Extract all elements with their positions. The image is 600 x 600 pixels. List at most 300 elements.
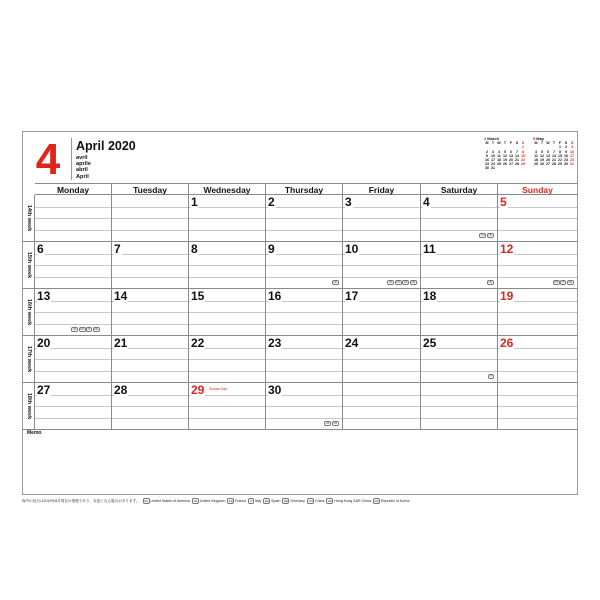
writing-line xyxy=(189,359,265,360)
mini-day: 24 xyxy=(491,162,495,167)
mini-day: 17 xyxy=(491,158,495,163)
day-number: 14 xyxy=(114,289,128,303)
writing-line xyxy=(266,371,342,372)
day-number: 24 xyxy=(345,336,359,350)
writing-line xyxy=(112,254,188,255)
legend-country-name: Spain xyxy=(271,499,281,503)
country-badge: ES xyxy=(404,280,408,284)
mini-day: 31 xyxy=(491,166,495,171)
mini-day: 14 xyxy=(552,153,556,158)
writing-line xyxy=(266,406,342,407)
country-badge: DE xyxy=(411,280,416,284)
mini-month-name: May xyxy=(536,136,545,141)
legend-code-badge: FR xyxy=(229,499,233,503)
writing-line xyxy=(343,277,420,278)
legend-country-name: Hong Kong SAR China xyxy=(334,499,372,503)
country-badge: FR xyxy=(554,280,559,284)
mini-day: 15 xyxy=(521,153,525,158)
mini-day: 28 xyxy=(552,162,556,167)
mini-day: 18 xyxy=(497,158,501,163)
day-number: 13 xyxy=(37,289,51,303)
writing-line xyxy=(112,371,188,372)
writing-line xyxy=(189,418,265,419)
calendar-header xyxy=(23,132,577,183)
mini-day: 4 xyxy=(498,149,500,154)
mini-month-number: 5 xyxy=(533,136,536,141)
week-number-text: 18th week xyxy=(25,392,32,420)
writing-line xyxy=(112,218,188,219)
mini-day: 27 xyxy=(546,162,550,167)
writing-line xyxy=(343,406,420,407)
day-number: 2 xyxy=(268,195,275,209)
week-number-text: 15th week xyxy=(25,251,32,279)
writing-line xyxy=(421,230,497,231)
mini-weekday: T xyxy=(491,141,495,146)
mini-calendar-march xyxy=(484,137,528,171)
day-cell[interactable] xyxy=(112,289,189,335)
mini-month-name: March xyxy=(487,136,500,141)
mini-day: 6 xyxy=(510,149,512,154)
calendar-sheet xyxy=(22,131,578,495)
legend-country-name: China xyxy=(315,499,325,503)
mini-day: 12 xyxy=(540,153,544,158)
writing-line xyxy=(35,207,111,208)
country-badge: DE xyxy=(568,280,573,284)
holiday-country-badges xyxy=(487,280,494,286)
writing-line xyxy=(112,312,188,313)
day-cell[interactable] xyxy=(35,336,112,382)
mini-day: 29 xyxy=(521,162,525,167)
country-badge: IT xyxy=(562,280,565,284)
day-number: 25 xyxy=(423,336,437,350)
memo-area[interactable] xyxy=(23,427,577,494)
holiday-legend-footer xyxy=(22,496,582,506)
writing-line xyxy=(498,359,577,360)
mini-day: 22 xyxy=(521,158,525,163)
day-number: 8 xyxy=(191,242,198,256)
mini-day: 21 xyxy=(515,158,519,163)
day-cell[interactable] xyxy=(343,383,421,429)
translation-es: abril xyxy=(76,167,88,174)
writing-line xyxy=(421,324,497,325)
writing-line xyxy=(498,406,577,407)
mini-day: 5 xyxy=(541,149,543,154)
day-cell[interactable] xyxy=(421,242,498,288)
legend-country-name: Republic of Korea xyxy=(380,499,410,503)
mini-weekday: S xyxy=(570,141,574,146)
week-row xyxy=(23,242,577,289)
writing-line xyxy=(35,277,111,278)
mini-day: 26 xyxy=(503,162,507,167)
mini-weekday: F xyxy=(558,141,562,146)
week-number-text: 17th week xyxy=(25,345,32,373)
mini-day: 31 xyxy=(570,162,574,167)
day-cell[interactable] xyxy=(343,289,421,335)
day-number: 5 xyxy=(500,195,507,209)
mini-day: 13 xyxy=(546,153,550,158)
writing-line xyxy=(35,312,111,313)
writing-line xyxy=(35,418,111,419)
mini-weekday: M xyxy=(534,141,538,146)
writing-line xyxy=(343,359,420,360)
day-number: 21 xyxy=(114,336,128,350)
country-badge: FR xyxy=(396,280,400,284)
day-cell[interactable] xyxy=(189,195,266,241)
mini-day: 21 xyxy=(552,158,556,163)
day-number: 28 xyxy=(114,383,128,397)
day-number: 30 xyxy=(268,383,282,397)
writing-line xyxy=(421,207,497,208)
writing-line xyxy=(498,324,577,325)
legend-code-badge: ES xyxy=(265,499,269,503)
mini-day: 12 xyxy=(503,153,507,158)
weekday-header-friday: Friday xyxy=(343,183,421,195)
day-cell[interactable] xyxy=(35,195,112,241)
day-cell[interactable] xyxy=(421,383,498,429)
translation-it: aprile xyxy=(76,161,91,168)
week-number-label xyxy=(23,195,35,241)
weekday-header-wednesday: Wednesday xyxy=(189,183,266,195)
writing-line xyxy=(189,277,265,278)
mini-day: 30 xyxy=(485,166,489,171)
day-cell[interactable] xyxy=(266,336,343,382)
mini-day: 2 xyxy=(565,145,567,150)
country-badge: IT xyxy=(489,374,493,378)
weekday-header-monday: Monday xyxy=(35,183,112,195)
day-cell[interactable] xyxy=(343,336,421,382)
day-number: 29 xyxy=(191,383,205,397)
country-badge: KR xyxy=(333,421,338,425)
day-number: 15 xyxy=(191,289,205,303)
country-badge: HK xyxy=(333,280,338,284)
writing-line xyxy=(498,218,577,219)
writing-line xyxy=(189,207,265,208)
mini-day: 23 xyxy=(485,162,489,167)
legend-country-name: United States of America xyxy=(150,499,190,503)
legend-country-name: Germany xyxy=(290,499,305,503)
day-number: 6 xyxy=(37,242,44,256)
week-number-label xyxy=(23,242,35,288)
holiday-country-badges xyxy=(479,233,494,239)
mini-day: 25 xyxy=(534,162,538,167)
day-cell[interactable] xyxy=(189,336,266,382)
day-cell[interactable] xyxy=(343,242,421,288)
writing-line xyxy=(421,406,497,407)
day-number: 9 xyxy=(268,242,275,256)
day-number: 18 xyxy=(423,289,437,303)
legend-country-name: France xyxy=(235,499,247,503)
mini-weekday: T xyxy=(503,141,507,146)
day-cell[interactable] xyxy=(112,195,189,241)
day-number: 16 xyxy=(268,289,282,303)
memo-label: Memo xyxy=(27,430,42,436)
day-cell[interactable] xyxy=(112,336,189,382)
day-cell[interactable] xyxy=(498,289,577,335)
writing-line xyxy=(189,218,265,219)
day-cell[interactable] xyxy=(498,242,577,288)
mini-day: 29 xyxy=(558,162,562,167)
day-cell[interactable] xyxy=(266,195,343,241)
writing-line xyxy=(35,230,111,231)
day-cell[interactable] xyxy=(112,242,189,288)
mini-day: 15 xyxy=(558,153,562,158)
week-row xyxy=(23,289,577,336)
day-cell[interactable] xyxy=(35,383,112,429)
mini-day: 1 xyxy=(522,145,524,150)
mini-day: 17 xyxy=(570,153,574,158)
legend-code-badge: CN xyxy=(308,499,313,503)
day-number: 1 xyxy=(191,195,198,209)
writing-line xyxy=(112,265,188,266)
writing-line xyxy=(266,324,342,325)
mini-day: 24 xyxy=(570,158,574,163)
writing-line xyxy=(498,207,577,208)
writing-line xyxy=(35,324,111,325)
month-number: 4 xyxy=(35,135,61,184)
day-number: 20 xyxy=(37,336,51,350)
country-badge: DE xyxy=(94,327,99,331)
week-number-label xyxy=(23,289,35,335)
writing-line xyxy=(498,395,577,396)
mini-day: 25 xyxy=(497,162,501,167)
country-badge: UK xyxy=(388,280,393,284)
mini-calendar-may xyxy=(533,137,577,166)
writing-line xyxy=(35,254,111,255)
day-number: 4 xyxy=(423,195,430,209)
mini-day: 18 xyxy=(534,158,538,163)
day-cell[interactable] xyxy=(421,195,498,241)
mini-weekday: S xyxy=(515,141,519,146)
writing-line xyxy=(498,312,577,313)
writing-line xyxy=(189,230,265,231)
day-number: 12 xyxy=(500,242,514,256)
writing-line xyxy=(498,277,577,278)
writing-line xyxy=(343,230,420,231)
mini-day: 9 xyxy=(565,149,567,154)
legend-code-badge: KR xyxy=(374,499,379,503)
mini-day: 8 xyxy=(522,149,524,154)
day-cell[interactable] xyxy=(266,289,343,335)
writing-line xyxy=(421,371,497,372)
mini-day: 16 xyxy=(564,153,568,158)
mini-day xyxy=(520,166,526,170)
legend-country-name: United Kingdom xyxy=(199,499,226,503)
day-number: 3 xyxy=(345,195,352,209)
mini-weekday: F xyxy=(509,141,513,146)
weekday-header-saturday: Saturday xyxy=(421,183,498,195)
writing-line xyxy=(343,207,420,208)
writing-line xyxy=(112,406,188,407)
country-badge: FR xyxy=(80,327,84,331)
writing-line xyxy=(266,265,342,266)
mini-week-row xyxy=(533,162,577,166)
mini-weekday: M xyxy=(485,141,489,146)
day-number: 7 xyxy=(114,242,121,256)
mini-day: 30 xyxy=(564,162,568,167)
day-number: 27 xyxy=(37,383,51,397)
writing-line xyxy=(35,406,111,407)
mini-weekday: S xyxy=(564,141,568,146)
writing-line xyxy=(112,207,188,208)
writing-line xyxy=(112,277,188,278)
writing-line xyxy=(266,218,342,219)
writing-line xyxy=(112,230,188,231)
writing-line xyxy=(112,324,188,325)
day-cell[interactable] xyxy=(421,336,498,382)
mini-weekday: T xyxy=(540,141,544,146)
legend-code-badge: US xyxy=(144,499,149,503)
writing-line xyxy=(189,371,265,372)
writing-line xyxy=(189,254,265,255)
writing-line xyxy=(189,265,265,266)
week-number-text: 16th week xyxy=(25,298,32,326)
writing-line xyxy=(343,312,420,313)
mini-day: 7 xyxy=(516,149,518,154)
mini-day: 11 xyxy=(497,153,501,158)
country-badge: CN xyxy=(480,233,485,237)
holiday-name: Showa Day xyxy=(209,387,227,391)
writing-line xyxy=(343,324,420,325)
writing-line xyxy=(35,371,111,372)
mini-day: 3 xyxy=(492,149,494,154)
country-badge: HK xyxy=(488,233,493,237)
day-cell[interactable] xyxy=(421,289,498,335)
mini-day: 2 xyxy=(486,149,488,154)
day-number: 10 xyxy=(345,242,359,256)
translation-de: April xyxy=(76,173,89,180)
writing-line xyxy=(266,359,342,360)
translation-fr: avril xyxy=(76,155,88,161)
day-cell[interactable] xyxy=(189,383,266,429)
writing-line xyxy=(421,265,497,266)
footer-note: 海外の祝日は2019年8月現在の情報であり、変更になる場合があります。 xyxy=(22,499,140,503)
mini-day: 27 xyxy=(509,162,513,167)
legend-code-badge: IT xyxy=(249,499,253,503)
country-badge: HK xyxy=(325,421,330,425)
country-badge: IT xyxy=(88,327,91,331)
writing-line xyxy=(498,371,577,372)
header-divider xyxy=(71,138,72,180)
writing-line xyxy=(35,218,111,219)
holiday-country-badges xyxy=(332,280,339,286)
mini-day: 9 xyxy=(486,153,488,158)
legend-code-badge: HK xyxy=(328,499,332,503)
mini-week-row xyxy=(484,166,528,170)
mini-day: 4 xyxy=(535,149,537,154)
writing-line xyxy=(266,418,342,419)
legend-country-name: Italy xyxy=(254,499,262,503)
weekday-header-sunday: Sunday xyxy=(498,183,577,195)
mini-day: 1 xyxy=(559,145,561,150)
writing-line xyxy=(343,218,420,219)
month-title: April 2020 xyxy=(76,139,136,153)
mini-day: 14 xyxy=(515,153,519,158)
holiday-country-badges xyxy=(488,374,494,380)
legend-code-badge: DE xyxy=(283,499,288,503)
writing-line xyxy=(343,371,420,372)
mini-day: 13 xyxy=(509,153,513,158)
day-cell[interactable] xyxy=(189,289,266,335)
mini-day: 3 xyxy=(571,145,573,150)
weekday-header-thursday: Thursday xyxy=(266,183,343,195)
writing-line xyxy=(266,254,342,255)
writing-line xyxy=(35,359,111,360)
writing-line xyxy=(498,230,577,231)
mini-day: 11 xyxy=(534,153,538,158)
day-cell[interactable] xyxy=(35,242,112,288)
mini-day: 5 xyxy=(504,149,506,154)
mini-weekday: T xyxy=(552,141,556,146)
day-cell[interactable] xyxy=(266,383,343,429)
week-number-label xyxy=(23,383,35,429)
writing-line xyxy=(421,418,497,419)
mini-day: 23 xyxy=(564,158,568,163)
writing-line xyxy=(112,359,188,360)
writing-line xyxy=(343,395,420,396)
writing-line xyxy=(266,207,342,208)
day-cell[interactable] xyxy=(112,383,189,429)
writing-line xyxy=(498,418,577,419)
holiday-country-badges xyxy=(71,327,100,333)
legend-code-badge: UK xyxy=(193,499,198,503)
mini-day: 10 xyxy=(570,149,574,154)
mini-weekday: S xyxy=(521,141,525,146)
day-cell[interactable] xyxy=(266,242,343,288)
writing-line xyxy=(421,395,497,396)
day-cell[interactable] xyxy=(343,195,421,241)
day-cell[interactable] xyxy=(498,383,577,429)
mini-day: 28 xyxy=(515,162,519,167)
writing-line xyxy=(343,418,420,419)
day-cell[interactable] xyxy=(498,195,577,241)
week-number-label xyxy=(23,336,35,382)
day-cell[interactable] xyxy=(498,336,577,382)
writing-line xyxy=(189,324,265,325)
month-translations xyxy=(76,155,91,180)
day-number: 17 xyxy=(345,289,359,303)
writing-line xyxy=(266,230,342,231)
holiday-country-badges xyxy=(553,280,574,286)
mini-weekday: W xyxy=(546,141,550,146)
writing-line xyxy=(189,406,265,407)
writing-line xyxy=(421,218,497,219)
writing-line xyxy=(112,418,188,419)
day-cell[interactable] xyxy=(189,242,266,288)
writing-line xyxy=(421,312,497,313)
mini-day: 19 xyxy=(503,158,507,163)
writing-line xyxy=(421,359,497,360)
country-badge: UK xyxy=(72,327,77,331)
weekday-header-tuesday: Tuesday xyxy=(112,183,189,195)
day-cell[interactable] xyxy=(35,289,112,335)
writing-line xyxy=(343,265,420,266)
week-row xyxy=(23,336,577,383)
mini-day: 26 xyxy=(540,162,544,167)
day-number: 23 xyxy=(268,336,282,350)
mini-day: 10 xyxy=(491,153,495,158)
mini-day: 19 xyxy=(540,158,544,163)
mini-day: 7 xyxy=(553,149,555,154)
mini-month-number: 3 xyxy=(484,136,487,141)
writing-line xyxy=(498,265,577,266)
mini-day: 20 xyxy=(509,158,513,163)
week-row xyxy=(23,195,577,242)
week-number-text: 14th week xyxy=(25,204,32,232)
holiday-country-badges xyxy=(324,421,339,427)
day-number: 22 xyxy=(191,336,205,350)
week-row xyxy=(23,383,577,430)
mini-day: 22 xyxy=(558,158,562,163)
